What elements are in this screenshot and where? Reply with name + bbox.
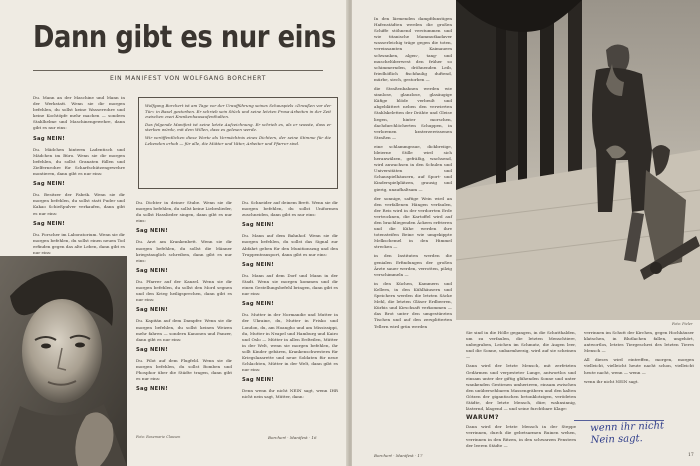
refrain: Sag NEIN! xyxy=(136,346,168,353)
right-column-3 xyxy=(584,330,694,388)
paragraph: wenn ihr nicht NEIN sagt. xyxy=(584,378,639,384)
intro-paragraph: Wir veröffentlichen diese Worte als Vermächtnis eines Dichters, der seine Stimme für die Lebenden erhob — für alle, die Mütter und Väter, Arbeiter und Pfarrer sind. xyxy=(145,134,331,146)
paragraph: Denn wenn ihr nicht NEIN sagt, wenn IHR nicht nein sagt, Mütter, dann: xyxy=(242,388,338,400)
right-column-1 xyxy=(374,16,452,333)
paragraph: in den Instituten werden die genialen Erfindungen der großen Ärzte sauer werden, verrotten, pilzig verschimmeln — xyxy=(374,253,452,277)
intro-box xyxy=(138,97,338,189)
paragraph: Du. Arzt am Krankenbett. Wenn sie dir morgen befehlen, du sollst die Männer kriegstauglich schreiben, dann gibt es nur eins: xyxy=(136,239,232,263)
page-folio-left: Borchert · Manifest · 16 xyxy=(268,435,317,440)
paragraph: Du. Pilot auf dem Flugfeld. Wenn sie dir morgen befehlen, du sollst Bomben und Phosphor über die Städte tragen, dann gibt es nur eins: xyxy=(136,357,232,382)
intro-paragraph: Das folgende Manifest ist seine letzte Aufzeichnung. Er schrieb es, als er wusste, dass er sterben würde, mit dem Willen, dass es gelesen werde. xyxy=(145,121,331,133)
refrain: Sag NEIN! xyxy=(136,307,168,314)
paragraph: Dann wird der letzte Mensch in der Steppe verrinnen, durch die gebetsarmen Ruinen wehen, verrinnen in den Ritzen, in den schwarzen Fenstern der leeren Städte — xyxy=(466,424,576,448)
paragraph: Du. Mann auf dem Dorf und Mann in der Stadt. Wenn sie morgen kommen und dir einen Gestellungsbefehl bringen, dann gibt es nur eins: xyxy=(242,272,338,297)
refrain: Sag NEIN! xyxy=(33,220,65,227)
left-page xyxy=(0,0,348,466)
article-headline: Dann gibt es nur eins xyxy=(33,20,336,55)
left-column-2 xyxy=(136,200,232,397)
left-column-1 xyxy=(33,95,125,259)
refrain: Sag NEIN! xyxy=(242,377,274,384)
paragraph: All dieses wird eintreffen, morgen, morgen vielleicht, vielleicht heute nacht schon, vielleicht heute nacht, wenn — wenn — xyxy=(584,357,694,375)
right-column-2 xyxy=(466,330,576,452)
paragraph: Du. Mann auf dem Bahnhof. Wenn sie dir morgen befehlen, du sollst das Signal zur Abfahrt geben für den Munitionszug und den Truppentransport, dann gibt es nur eins: xyxy=(242,233,338,257)
paragraph: Du. Forscher im Laboratorium. Wenn sie dir morgen befehlen, du sollst einen neuen Tod erfinden gegen das alte Leben, dann gibt es nur eins: xyxy=(33,231,125,255)
handwritten-note xyxy=(590,420,665,447)
intro-paragraph: Wolfgang Borchert ist am Tage vor der Uraufführung seines Schauspiels »Draußen vor der Tür« in Basel gestorben. Er schrieb sein Stück und seine letzten Prosa-Arbeiten in der Zeit zwischen zwei Krankenhausaufenthalten. xyxy=(145,103,331,120)
handwritten-line-2: Nein sagt. xyxy=(590,433,643,446)
paragraph: In den lärmenden dampfdunstigen Hafenstädten werden die großen Schiffe stöhnend verstummen und wie titanische Mammutkadaver wasserleichig träge gegen die toten, vereinsamten Kaimauern schwanken, algen-, tang- und muschelüberwest den früher so schimmernden, dröhnenden Leib, friedhöflich fischfaulig duftend, mürbe, siech, gestorben — xyxy=(374,16,452,82)
article-subhead: EIN MANIFEST VON WOLFGANG BORCHERT xyxy=(110,75,267,82)
refrain: Sag NEIN! xyxy=(33,181,65,188)
refrain: Sag NEIN! xyxy=(242,222,274,229)
photo-credit-left: Foto: Rosemarie Clausen xyxy=(136,435,181,439)
photo-credit-right: Foto: Pieler xyxy=(672,322,693,326)
refrain: Sag NEIN! xyxy=(242,301,274,308)
headline-rule xyxy=(33,70,323,71)
paragraph: Du. Pfarrer auf der Kanzel. Wenn sie dir morgen befehlen, du sollst den Mord segnen und den Krieg heiligsprechen, dann gibt es nur eins: xyxy=(136,278,232,303)
refrain: Sag NEIN! xyxy=(136,267,168,274)
paragraph: Du. Kapitän auf dem Dampfer. Wenn sie dir morgen befehlen, du sollst keinen Weizen mehr fahren — sondern Kanonen und Panzer, dann gibt es nur eins: xyxy=(136,318,232,342)
street-photo-image xyxy=(456,0,700,320)
portrait-photo-image xyxy=(0,256,127,466)
refrain: Sag NEIN! xyxy=(136,386,168,393)
paragraph: Du. Dichter in deiner Stube. Wenn sie dir morgen befehlen, du sollst keine Liebeslieder, du sollst Hasslieder singen, dann gibt es nur eins: xyxy=(136,200,232,224)
refrain: Sag NEIN! xyxy=(33,135,65,142)
paragraph: Dann wird der letzte Mensch, mit zerfetzten Gedärmen und verpesteter Lunge, antwortlos und einsam unter der giftig glühenden Sonne und unter wankenden Gestirnen umherirren, einsam zwischen den unübersehbaren Massengräbern und den kalten Götzen der gigantischen betonklotzigen, verödeten Städte, der letzte Mensch, dürr, wahnsinnig, lästernd, klagend — und seine furchtbare Klage: xyxy=(466,363,576,412)
handwritten-line-1: wenn ihr nicht xyxy=(590,420,665,434)
refrain: Sag NEIN! xyxy=(242,261,274,268)
paragraph: Du. Mädchen hinterm Ladentisch und Mädchen im Büro. Wenn sie dir morgen befehlen, du sollst Granaten füllen und Zielfernrohre für Scharfschützengewehre montieren, dann gibt es nur eins: xyxy=(33,146,125,177)
paragraph: verrinnen im Schutt der Kirchen, gegen Hochhäuser klatschen, in Blutlachen fallen, ungehört, antwortlos, letztes Tiergeschrei des letzten Tieres Mensch — xyxy=(584,330,694,354)
warum-heading: WARUM? xyxy=(466,414,499,422)
paragraph: der sonnige, saftige Wein wird an den verfallenen Hängen verfaulen, der Reis wird in der verdorrten Erde vertrocknen, die Kartoffel wird auf den brachliegenden Äckern erfrieren und die Kühe werden ihre totensteifen Beine wie umgekippte Melkschemel in den Himmel strecken — xyxy=(374,195,452,250)
left-column-3 xyxy=(242,200,338,404)
paragraph: Du. Schneider auf deinem Brett. Wenn sie dir morgen befehlen, du sollst Uniformen zuschneiden, dann gibt es nur eins: xyxy=(242,200,338,218)
paragraph: die Straßenbahnen werden wie sinnlose, glanzlose, glasäugige Käfige blöde verbeult und abgeblättert neben den verwirrten Stahlskeletten der Drähte und Gleise liegen, hinter morschen, dachdurchlöcherten Schuppen, in verlorenen kraterzerrissenen Straßen — xyxy=(374,86,452,140)
refrain: Sag NEIN! xyxy=(136,228,168,235)
paragraph: in den Küchen, Kammern und Kellern, in den Kühlhäusern und Speichern werden die letzten Säcke Mehl, die letzten Gläser Erdbeeren, Kürbis und Kirschsaft verkommen — das Brot unter den umgestürzten Tischen und auf den zersplitterten Tellern wird grün werden xyxy=(374,280,452,329)
paragraph: Du. Mann an der Maschine und Mann in der Werkstatt. Wenn sie dir morgen befehlen, du sollst keine Wasserrohre und keine Kochtöpfe mehr machen — sondern Stahlhelme und Maschinengewehre, dann gibt es nur eins: xyxy=(33,95,125,131)
paragraph: Du. Mutter in der Normandie und Mutter in der Ukraine, du, Mutter in Frisko und London, du, am Hoangho und am Mississippi, du, Mutter in Neapel und Hamburg und Kairo und Oslo — Mütter in allen Erdteilen, Mütter in der Welt, wenn sie morgen befehlen, ihr sollt Kinder gebären, Krankenschwestern für Kriegslazarette und neue Soldaten für neue Schlachten, Mütter in der Welt, dann gibt es nur eins: xyxy=(242,312,338,373)
paragraph: Sie sind in die Hölle gegangen, in die Schutthalden, um zu verfaulen, die letzten Menschtiere, unbegraben, Leichen im Schmutz, die Augen leer, und die Sonne, unbarmherzig, wird auf sie scheinen — xyxy=(466,330,576,360)
portrait-photo xyxy=(0,256,127,466)
right-page xyxy=(352,0,700,466)
page-number-right: 17 xyxy=(688,453,694,458)
street-photo xyxy=(456,0,700,320)
paragraph: eine schlammgraue, dickbreiige, bleierne Stille wird sich heranwälzen, gefräßig, wachsend, wird anwachsen in den Schulen und Universitäten und Schauspielhäusern, auf Sport- und Kinderspielplätzen, grausig und gierig, unaufhaltsam — xyxy=(374,143,452,192)
paragraph: Du. Besitzer der Fabrik. Wenn sie dir morgen befehlen, du sollst statt Puder und Kakao Schießpulver verkaufen, dann gibt es nur eins: xyxy=(33,192,125,216)
page-folio-right: Borchert · Manifest · 17 xyxy=(374,453,423,458)
